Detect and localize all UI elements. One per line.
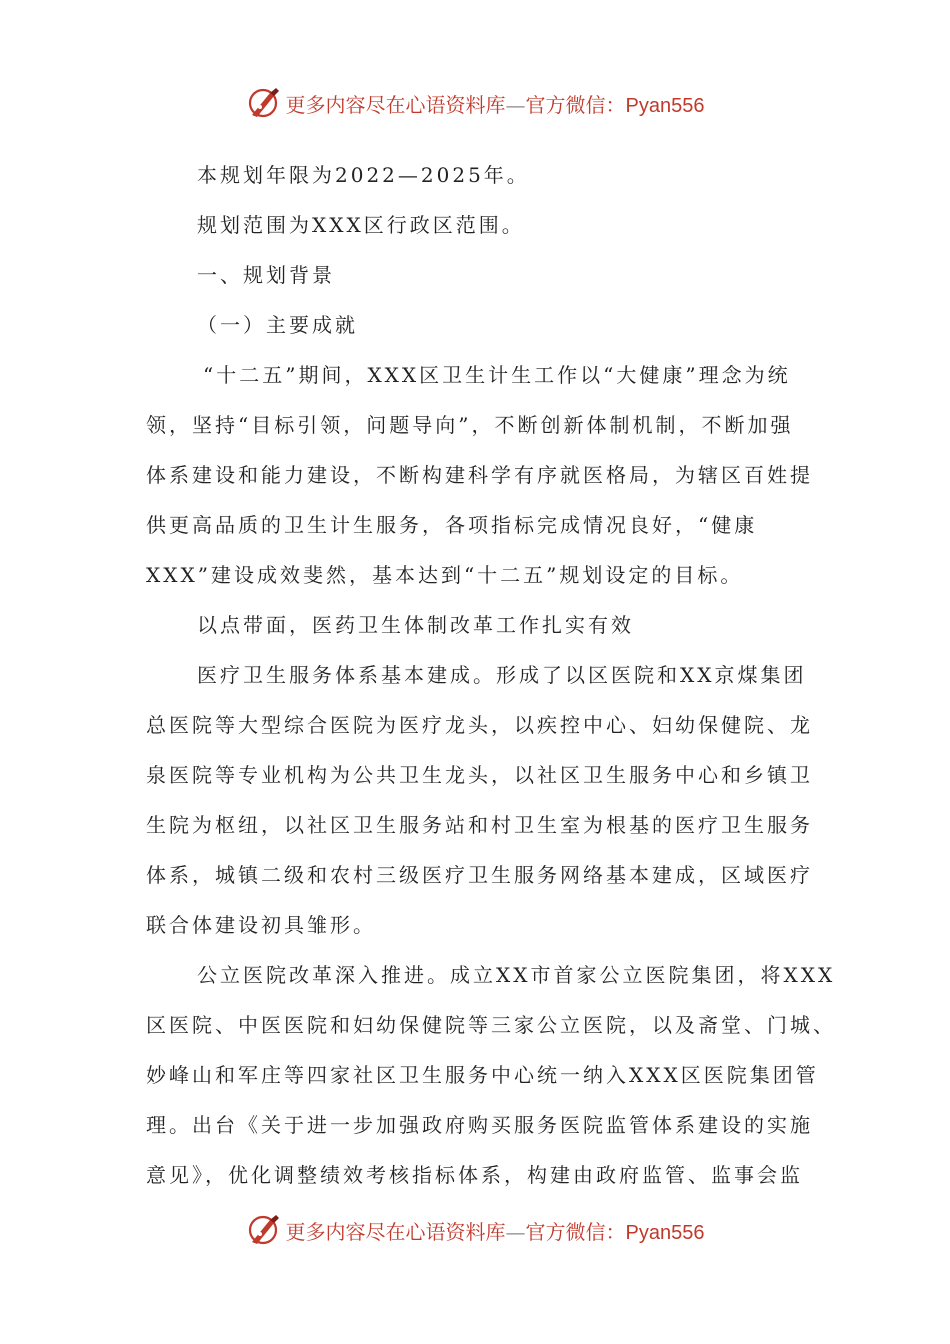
paragraph-line: 体系，城镇二级和农村三级医疗卫生服务网络基本建成，区域医疗 <box>146 863 813 887</box>
banner-wechat-id: Pyan556 <box>625 94 705 117</box>
section-heading: 一、规划背景 <box>197 263 335 287</box>
paragraph-line: 领，坚持“目标引领，问题导向”，不断创新体制机制，不断加强 <box>146 413 794 437</box>
banner-dash: — <box>505 1219 526 1244</box>
footer-banner-text <box>286 1216 705 1245</box>
banner-wechat-id: Pyan556 <box>625 1221 705 1244</box>
paragraph-line: 本规划年限为2022—2025年。 <box>197 163 530 187</box>
banner-dash: — <box>505 92 526 117</box>
subsection-heading: （一）主要成就 <box>197 313 358 337</box>
document-body <box>146 150 836 1200</box>
paragraph-line: 妙峰山和军庄等四家社区卫生服务中心统一纳入XXX区医院集团管 <box>146 1063 819 1087</box>
banner-main: 更多内容尽在心语资料库 <box>285 92 506 117</box>
paragraph-line: XXX”建设成效斐然，基本达到“十二五”规划设定的目标。 <box>146 563 744 587</box>
banner-wechat-label: 官方微信： <box>525 1219 626 1244</box>
paragraph-line: 泉医院等专业机构为公共卫生龙头，以社区卫生服务中心和乡镇卫 <box>146 763 813 787</box>
paragraph-line: 规划范围为XXX区行政区范围。 <box>197 213 525 237</box>
header-banner <box>0 83 950 123</box>
header-banner-text <box>286 89 705 118</box>
paragraph-line: 联合体建设初具雏形。 <box>146 913 376 937</box>
paragraph-line: 总医院等大型综合医院为医疗龙头，以疾控中心、妇幼保健院、龙 <box>146 713 813 737</box>
paragraph-heading: 以点带面，医药卫生体制改革工作扎实有效 <box>197 613 634 637</box>
paragraph-line: 理。出台《关于进一步加强政府购买服务医院监管体系建设的实施 <box>146 1113 813 1137</box>
paragraph-line: 公立医院改革深入推进。成立XX市首家公立医院集团，将XXX <box>197 963 836 987</box>
paragraph-line: 供更高品质的卫生计生服务，各项指标完成情况良好，“健康 <box>146 513 758 537</box>
paragraph-line: 生院为枢纽，以社区卫生服务站和村卫生室为根基的医疗卫生服务 <box>146 813 813 837</box>
paragraph-line: 区医院、中医医院和妇幼保健院等三家公立医院，以及斋堂、门城、 <box>146 1013 836 1037</box>
footer-banner <box>0 1210 950 1250</box>
paragraph-line: 体系建设和能力建设，不断构建科学有序就医格局，为辖区百姓提 <box>146 463 813 487</box>
paragraph-line: “十二五”期间，XXX区卫生计生工作以“大健康”理念为统 <box>203 363 791 387</box>
banner-main: 更多内容尽在心语资料库 <box>285 1219 506 1244</box>
paragraph-line: 医疗卫生服务体系基本建成。形成了以区医院和XX京煤集团 <box>197 663 807 687</box>
pen-logo-icon <box>246 85 282 121</box>
pen-logo-icon <box>246 1212 282 1248</box>
paragraph-line: 意见》，优化调整绩效考核指标体系，构建由政府监管、监事会监 <box>146 1163 803 1187</box>
banner-wechat-label: 官方微信： <box>525 92 626 117</box>
